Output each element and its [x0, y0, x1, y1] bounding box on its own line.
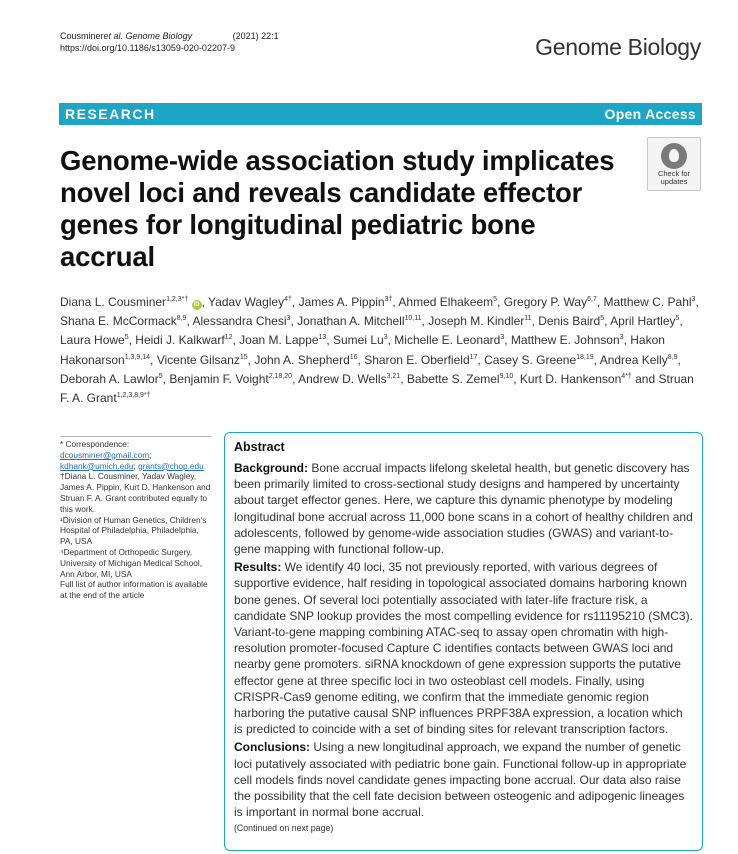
- correspondence-block: * Correspondence: dcousminer@gmail.com; kdhank@umich.edu; grants@chop.edu: [60, 439, 204, 471]
- affiliation-1: ¹Division of Human Genetics, Children's Hospital of Philadelphia, Philadelphia, PA, USA: [60, 514, 207, 547]
- author-affiliation-marker: 2,18,20: [268, 372, 293, 380]
- author-affiliation-marker: 3: [691, 296, 696, 303]
- author-affiliation-marker: 8,9: [667, 353, 678, 361]
- check-for-updates-line2: updates: [660, 177, 688, 186]
- author-affiliation-marker: 3,21: [386, 372, 401, 380]
- author-name[interactable]: Struan F. A. Grant: [60, 371, 694, 406]
- full-author-info-note: Full list of author information is available at the end of the article: [60, 579, 208, 601]
- article-type-banner: [59, 103, 702, 125]
- author-affiliation-marker: 5: [493, 296, 498, 303]
- author-affiliation-marker: 5: [124, 334, 129, 342]
- author-name[interactable]: Michelle E. Leonard: [394, 333, 501, 348]
- crossmark-icon: [661, 143, 687, 169]
- author-affiliation-marker: 15: [239, 353, 248, 361]
- author-joiner: and: [631, 371, 659, 386]
- author-name[interactable]: Jonathan A. Mitchell: [297, 314, 405, 329]
- author-affiliation-marker: 5: [600, 315, 605, 323]
- article-title: Genome-wide association study implicates novel loci and reveals candidate effector genes for longitudinal pediatric bone accrual: [60, 145, 615, 272]
- author-name[interactable]: Andrew D. Wells: [298, 371, 387, 386]
- correspondence-sidebar: [60, 436, 212, 601]
- author-name[interactable]: Yadav Wagley: [208, 295, 285, 309]
- author-affiliation-marker: 5: [675, 315, 680, 323]
- abstract-results: [234, 559, 694, 737]
- author-name[interactable]: John A. Shepherd: [254, 352, 350, 367]
- open-access-label: Open Access: [604, 106, 696, 122]
- conclusions-label: Conclusions:: [234, 740, 311, 755]
- author-name[interactable]: Joseph M. Kindler: [428, 314, 525, 329]
- article-type-label: RESEARCH: [65, 106, 156, 122]
- author-affiliation-marker: 12: [224, 334, 233, 342]
- conclusions-text: Using a new longitudinal approach, we expand the number of genetic loci putatively associated with pediatric bone gain. Functional follow-up in appropriate cell models finds novel candidate genes impacting bone accrual. Our data also raise the possibility that the cell fate decision between osteogenic and adipogenic lineages is important in normal bone accrual.: [234, 740, 687, 820]
- author-name[interactable]: Joan M. Lappe: [239, 333, 319, 348]
- author-name[interactable]: Alessandra Chesi: [192, 314, 287, 329]
- author-list: Diana L. Cousminer$^{1,2,3*\dagger}$ iD , Yadav Wagley$^{4\dagger}$, James A. Pippin$^{3\dagger}$, Ahmed Elhakeem$^5$, Gregory P. Way$^{6,7}$, Matthew C. Pahl$^3$, Shana E. McCormack$^{8,9}$, Alessandra Chesi$^3$, Jonathan A. Mitchell$^{10,11}$, Joseph M. Kindler$^{11}$, Denis Baird$^5$, April Hartley$^5$, Laura Howe$^5$, Heidi J. Kalkwarf$^{12}$, Joan M. Lappe$^{13}$, Sumei Lu$^3$, Michelle E. Leonard$^3$, Matthew E. Johnson$^3$, Hakon Hakonarson$^{1,3,9,14}$, Vicente Gilsanz$^{15}$, John A. Shepherd$^{16}$, Sharon E. Oberfield$^{17}$, Casey S. Greene$^{18,19}$, Andrea Kelly$^{8,9}$, Deborah A. Lawlor$^5$, Benjamin F. Voight$^{2,18,20}$, Andrew D. Wells$^{3,21}$, Babette S. Zemel$^{9,10}$, Kurt D. Hankenson$^{4*\dagger}$ and Struan F. A. Grant$^{1,2,3,8,9*\dagger}$: [60, 295, 699, 406]
- doi-link[interactable]: https://doi.org/10.1186/s13059-020-02207-9: [60, 43, 235, 53]
- author-name[interactable]: Andrea Kelly: [599, 352, 668, 367]
- author-name[interactable]: Matthew C. Pahl: [603, 295, 692, 309]
- author-name[interactable]: Denis Baird: [538, 314, 601, 329]
- continued-note: (Continued on next page): [234, 823, 334, 834]
- email-link-1[interactable]: dcousminer@gmail.com: [60, 449, 150, 460]
- email-link-2[interactable]: kdhank@umich.edu: [60, 460, 134, 471]
- author-name[interactable]: Hakon Hakonarson: [60, 333, 665, 367]
- author-name[interactable]: Diana L. Cousminer: [60, 295, 167, 309]
- author-affiliation-marker: 3†: [384, 296, 393, 303]
- author-affiliation-marker: 13: [318, 334, 327, 342]
- abstract-heading: Abstract: [234, 440, 285, 454]
- author-affiliation-marker: 8,9: [176, 315, 187, 323]
- author-name[interactable]: Ahmed Elhakeem: [398, 295, 494, 309]
- author-affiliation-marker: 16: [349, 353, 358, 361]
- correspondence-label: * Correspondence:: [60, 439, 130, 449]
- author-affiliation-marker: 9,10: [499, 372, 514, 380]
- author-name[interactable]: Gregory P. Way: [503, 295, 588, 309]
- results-label: Results:: [234, 560, 282, 575]
- author-name[interactable]: Deborah A. Lawlor: [60, 371, 159, 386]
- journal-name: Genome Biology: [535, 34, 701, 60]
- author-name[interactable]: Babette S. Zemel: [406, 371, 500, 386]
- abstract-box: [224, 432, 703, 851]
- author-affiliation-marker: 5: [158, 372, 163, 380]
- author-name[interactable]: Laura Howe: [60, 333, 125, 348]
- email-link-3[interactable]: grants@chop.edu: [138, 460, 204, 471]
- author-name[interactable]: Kurt D. Hankenson: [519, 371, 622, 386]
- author-name[interactable]: Casey S. Greene: [484, 352, 577, 367]
- author-name[interactable]: James A. Pippin: [298, 295, 385, 309]
- author-name[interactable]: Sharon E. Oberfield: [364, 352, 470, 367]
- background-label: Background:: [234, 461, 309, 475]
- author-name[interactable]: April Hartley: [610, 314, 676, 329]
- background-text: Bone accrual impacts lifelong skeletal health, but genetic discovery has been primarily limited to cross-sectional study designs and hampered by uncertainty about target effector genes. Here, we capture this dynamic phenotype by modeling longitudinal bone accrual across 11,000 bone scans in a cohort of healthy children and adolescents, followed by genome-wide association studies (GWAS) and variant-to-gene mapping with functional follow-up.: [234, 461, 693, 557]
- author-name[interactable]: Matthew E. Johnson: [510, 333, 620, 348]
- author-affiliation-marker: 6,7: [587, 296, 597, 303]
- author-affiliation-marker: 1,2,3*†: [166, 296, 189, 303]
- author-affiliation-marker: 10,11: [404, 315, 422, 323]
- author-name[interactable]: Vicente Gilsanz: [156, 352, 240, 367]
- citation-year: (2021) 22:1: [232, 31, 279, 41]
- author-affiliation-marker: 3: [500, 334, 505, 342]
- author-name[interactable]: Shana E. McCormack: [60, 314, 177, 329]
- author-name[interactable]: Sumei Lu: [333, 333, 384, 348]
- author-affiliation-marker: 3: [383, 334, 388, 342]
- abstract-conclusions: [234, 739, 694, 820]
- author-affiliation-marker: 18,19: [576, 353, 594, 361]
- affiliation-4: ⁴Department of Orthopedic Surgery, University of Michigan Medical School, Ann Arbor, MI, USA: [60, 546, 203, 579]
- abstract-background: [234, 460, 694, 557]
- equal-contribution-note: †Diana L. Cousminer, Yadav Wagley, James A. Pippin, Kurt D. Hankenson and Struan F. A. Grant contributed equally to this work.: [60, 471, 211, 514]
- check-for-updates-badge[interactable]: [647, 137, 701, 191]
- author-affiliation-marker: 1,3,9,14: [124, 353, 151, 361]
- citation-header: [60, 30, 279, 54]
- orcid-icon[interactable]: iD: [193, 302, 200, 308]
- check-for-updates-line1: Check for: [657, 169, 691, 178]
- author-affiliation-marker: 11: [524, 315, 532, 323]
- author-affiliation-marker: 3: [619, 334, 624, 342]
- author-affiliation-marker: 17: [469, 353, 478, 361]
- author-affiliation-marker: 3: [286, 315, 291, 323]
- author-affiliation-marker: 4†: [284, 296, 292, 303]
- author-name[interactable]: Benjamin F. Voight: [169, 371, 269, 386]
- author-affiliation-marker: 4*†: [621, 372, 632, 380]
- author-name[interactable]: Heidi J. Kalkwarf: [135, 333, 225, 348]
- author-affiliation-marker: 1,2,3,8,9*†: [116, 392, 151, 400]
- results-text: We identify 40 loci, 35 not previously reported, with various degrees of supportive evidence, half residing in topological associated domains harboring known bone genes. Of several loci potentially associated with later-life fracture risk, a candidate SNP lookup provides the most compelling evidence for rs11195210 (SMC3). Variant-to-gene mapping combining ATAC-seq to assay open chromatin with high-resolution promoter-focused Capture C identifies contacts between GWAS loci and nearby gene promoters. siRNA knockdown of gene expression supports the putative effector gene at three specific loci in two osteoblast cell models. Finally, using CRISPR-Cas9 genome editing, we confirm that the immediate genomic region harboring the putative causal SNP influences PRPF38A expression, a location which is predicted to coincide with a set of binding sites for relevant transcription factors.: [234, 560, 693, 737]
- citation-authors: Cousmineret al. Genome Biology: [60, 31, 193, 41]
